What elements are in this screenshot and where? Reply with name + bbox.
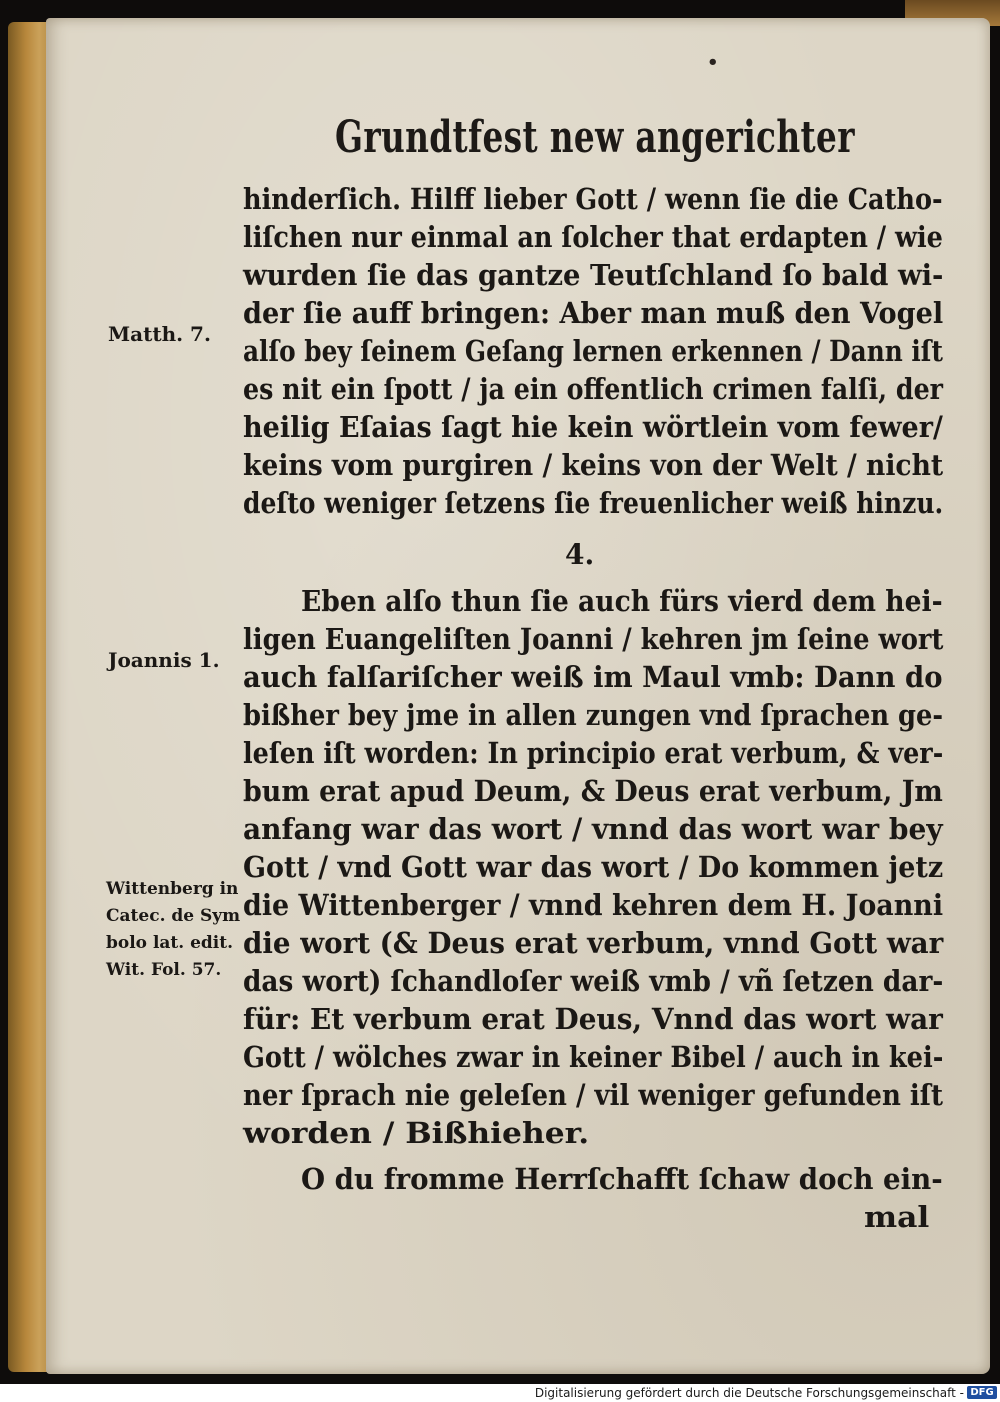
marginal-note-wittenberg (106, 876, 240, 984)
paragraph-1 (243, 180, 943, 530)
text-line: alſo bey ſeinem Geſang lernen erkennen / Dann iſt (243, 334, 943, 368)
text-line: auch falſariſcher weiß im Maul vmb: Dann do (243, 660, 943, 694)
text-line: für: Et verbum erat Deus, Vnnd das wort war (243, 1002, 943, 1036)
dfg-logo[interactable]: DFG (967, 1386, 997, 1399)
marginal-line: Catec. de Sym (106, 906, 241, 926)
text-line: O du fromme Herrſchafft ſchaw doch ein- (301, 1162, 943, 1196)
text-line: heilig Eſaias ſagt hie kein wörtlein vom fewer/ (243, 410, 943, 444)
marginal-line: bolo lat. edit. (106, 933, 234, 953)
text-line: bum erat apud Deum, & Deus erat verbum, Jm (243, 774, 943, 808)
text-line: die Wittenberger / vnnd kehren dem H. Joanni (243, 888, 944, 922)
text-line: der ſie auff bringen: Aber man muß den Vogel (243, 296, 944, 330)
text-line: worden / Bißhieher. (243, 1116, 590, 1150)
text-line: wurden ſie das gantze Teutſchland ſo bald wi- (243, 258, 944, 292)
text-line: Gott / vnd Gott war das wort / Do kommen jetz (243, 850, 944, 884)
catchword (864, 1198, 934, 1236)
footer-credit-bar (0, 1384, 1000, 1402)
text-line: liſchen nur einmal an ſolcher that erdapten / wie (243, 220, 943, 254)
marginal-line: Wittenberg in (106, 879, 239, 899)
marginal-line: Wit. Fol. 57. (106, 960, 222, 980)
text-line: hinderſich. Hilff lieber Gott / wenn ſie die Catho- (243, 182, 943, 216)
text-line: deſto weniger ſetzens ſie freuenlicher weiß hinzu. (243, 486, 944, 520)
text-line: anfang war das wort / vnnd das wort war bey (243, 812, 943, 846)
text-line: ligen Euangeliſten Joanni / kehren jm ſeine wort (243, 622, 944, 656)
footer-credit-text: Digitalisierung gefördert durch die Deutsche Forschungsgemeinschaft - (534, 1386, 964, 1400)
catchword-text: mal (864, 1200, 930, 1234)
text-line: das wort) ſchandloſer weiß vmb / vñ ſetzen dar- (243, 964, 944, 998)
text-line: die wort (& Deus erat verbum, vnnd Gott war (243, 926, 944, 960)
text-line: Eben alſo thun ſie auch fürs vierd dem hei- (301, 584, 943, 618)
paragraph-2 (243, 582, 943, 1152)
text-line: ner ſprach nie geleſen / vil weniger gefunden iſt (243, 1078, 943, 1112)
text-line: keins vom purgiren / keins von der Welt / nicht (243, 448, 944, 482)
text-line: es nit ein ſpott / ja ein offentlich crimen falſi, der (243, 372, 944, 406)
marginal-note-joannis: Joannis 1. (108, 648, 220, 672)
text-line: Gott / wölches zwar in keiner Bibel / auch in kei- (243, 1040, 944, 1074)
running-head: Grundtfest new angerichter (335, 112, 855, 163)
text-line: leſen iſt worden: In principio erat verbum, & ver- (243, 736, 944, 770)
signature-mark: • (707, 52, 719, 73)
paragraph-3 (243, 1160, 943, 1198)
section-number: 4. (565, 538, 595, 571)
text-line: bißher bey jme in allen zungen vnd ſprachen ge- (243, 698, 944, 732)
marginal-note-matth: Matth. 7. (108, 322, 211, 346)
